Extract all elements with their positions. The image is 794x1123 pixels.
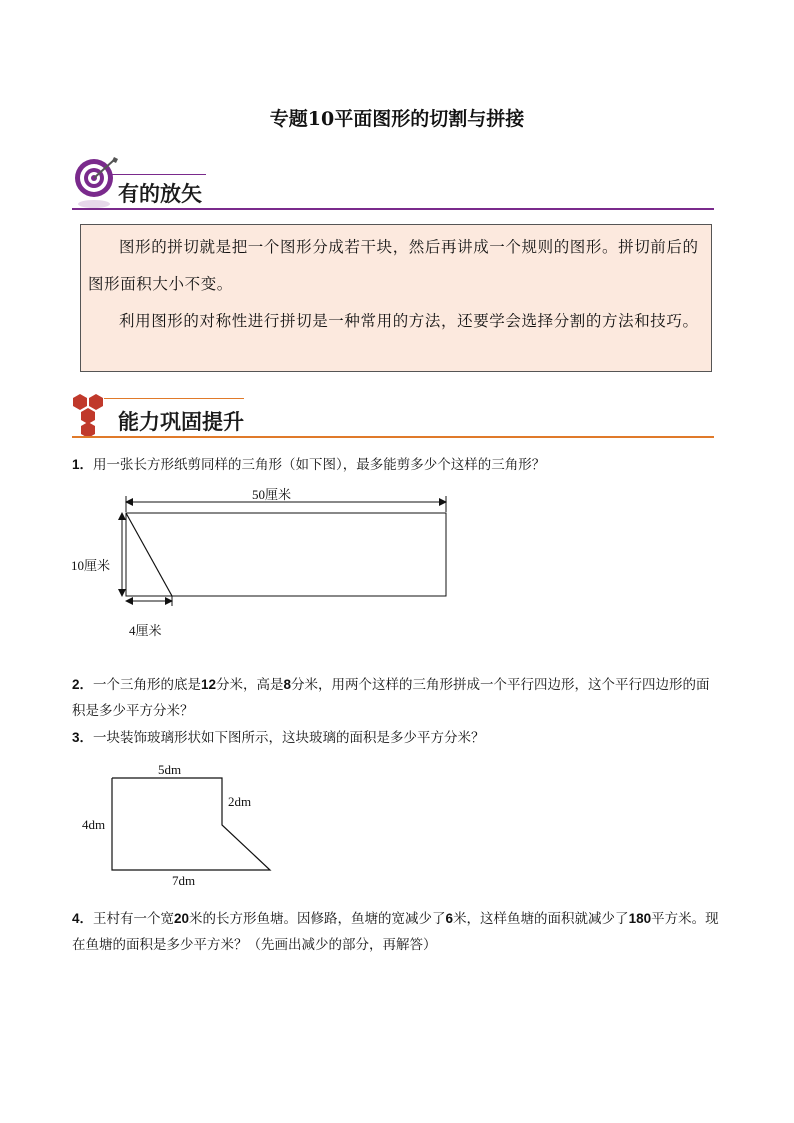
section-heading: 有的放矢 [118, 182, 202, 206]
summary-box [80, 224, 712, 372]
question-number: 2． [72, 677, 94, 692]
question-text: 王村有一个宽 [93, 911, 175, 926]
question-3 [72, 725, 722, 751]
summary-paragraph-2: 利用图形的对称性进行拼切是一种常用的方法，还要学会选择分割的方法和技巧。 [119, 312, 699, 330]
header-topline [104, 398, 244, 399]
section-heading: 能力巩固提升 [118, 410, 244, 434]
question-number: 1． [72, 457, 94, 472]
dimension-label-left: 10厘米 [71, 558, 111, 573]
section-header-practice [66, 390, 714, 442]
section-header-goal [70, 156, 714, 208]
dimension-label-left: 4dm [82, 817, 106, 832]
dimension-label-top: 5dm [158, 762, 182, 777]
question-text: 一个三角形的底是 [93, 677, 202, 692]
value-area: 180 [628, 911, 652, 926]
summary-paragraph-1: 图形的拼切就是把一个图形分成若干块，然后再讲成一个规则的图形。拼切前后的图形面积大小不变。 [88, 238, 699, 293]
header-underline [72, 436, 714, 438]
dimension-label-bottom: 4厘米 [129, 623, 162, 638]
question-text: 米，这样鱼塘的面积就减少了 [453, 911, 629, 926]
value-width: 20 [174, 911, 190, 926]
question-2 [72, 672, 722, 724]
question-text: 一块装饰玻璃形状如下图所示，这块玻璃的面积是多少平方分米？ [93, 730, 485, 745]
question-text: 米的长方形鱼塘。因修路，鱼塘的宽减少了 [189, 911, 446, 926]
question-text: 平方米。现在鱼塘的面积是多少平方米？（先画出减少的部分，再解答） [72, 911, 719, 952]
question-number: 3． [72, 730, 94, 745]
question-number: 4． [72, 911, 94, 926]
question-text: 分米，高是 [216, 677, 284, 692]
question-4 [72, 906, 722, 958]
dimension-label-top: 50厘米 [252, 487, 292, 502]
page-title: 专题10平面图形的切割与拼接 [269, 108, 525, 130]
target-icon [72, 156, 120, 210]
glass-shape-figure [100, 770, 290, 880]
question-text: 用一张长方形纸剪同样的三角形（如下图），最多能剪多少个这样的三角形？ [93, 457, 546, 472]
dimension-label-right: 2dm [228, 794, 252, 809]
header-topline [112, 174, 206, 175]
question-1 [72, 452, 722, 478]
value-height: 8 [283, 677, 292, 692]
value-reduction: 6 [445, 911, 454, 926]
rectangle-figure [60, 480, 460, 640]
value-base: 12 [201, 677, 217, 692]
question-text: 分米，用两个这样的三角形拼成一个平行四边形，这个平行四边形的面积是多少平方分米？ [72, 677, 710, 718]
header-underline [72, 208, 714, 210]
dimension-label-bottom: 7dm [172, 873, 196, 888]
